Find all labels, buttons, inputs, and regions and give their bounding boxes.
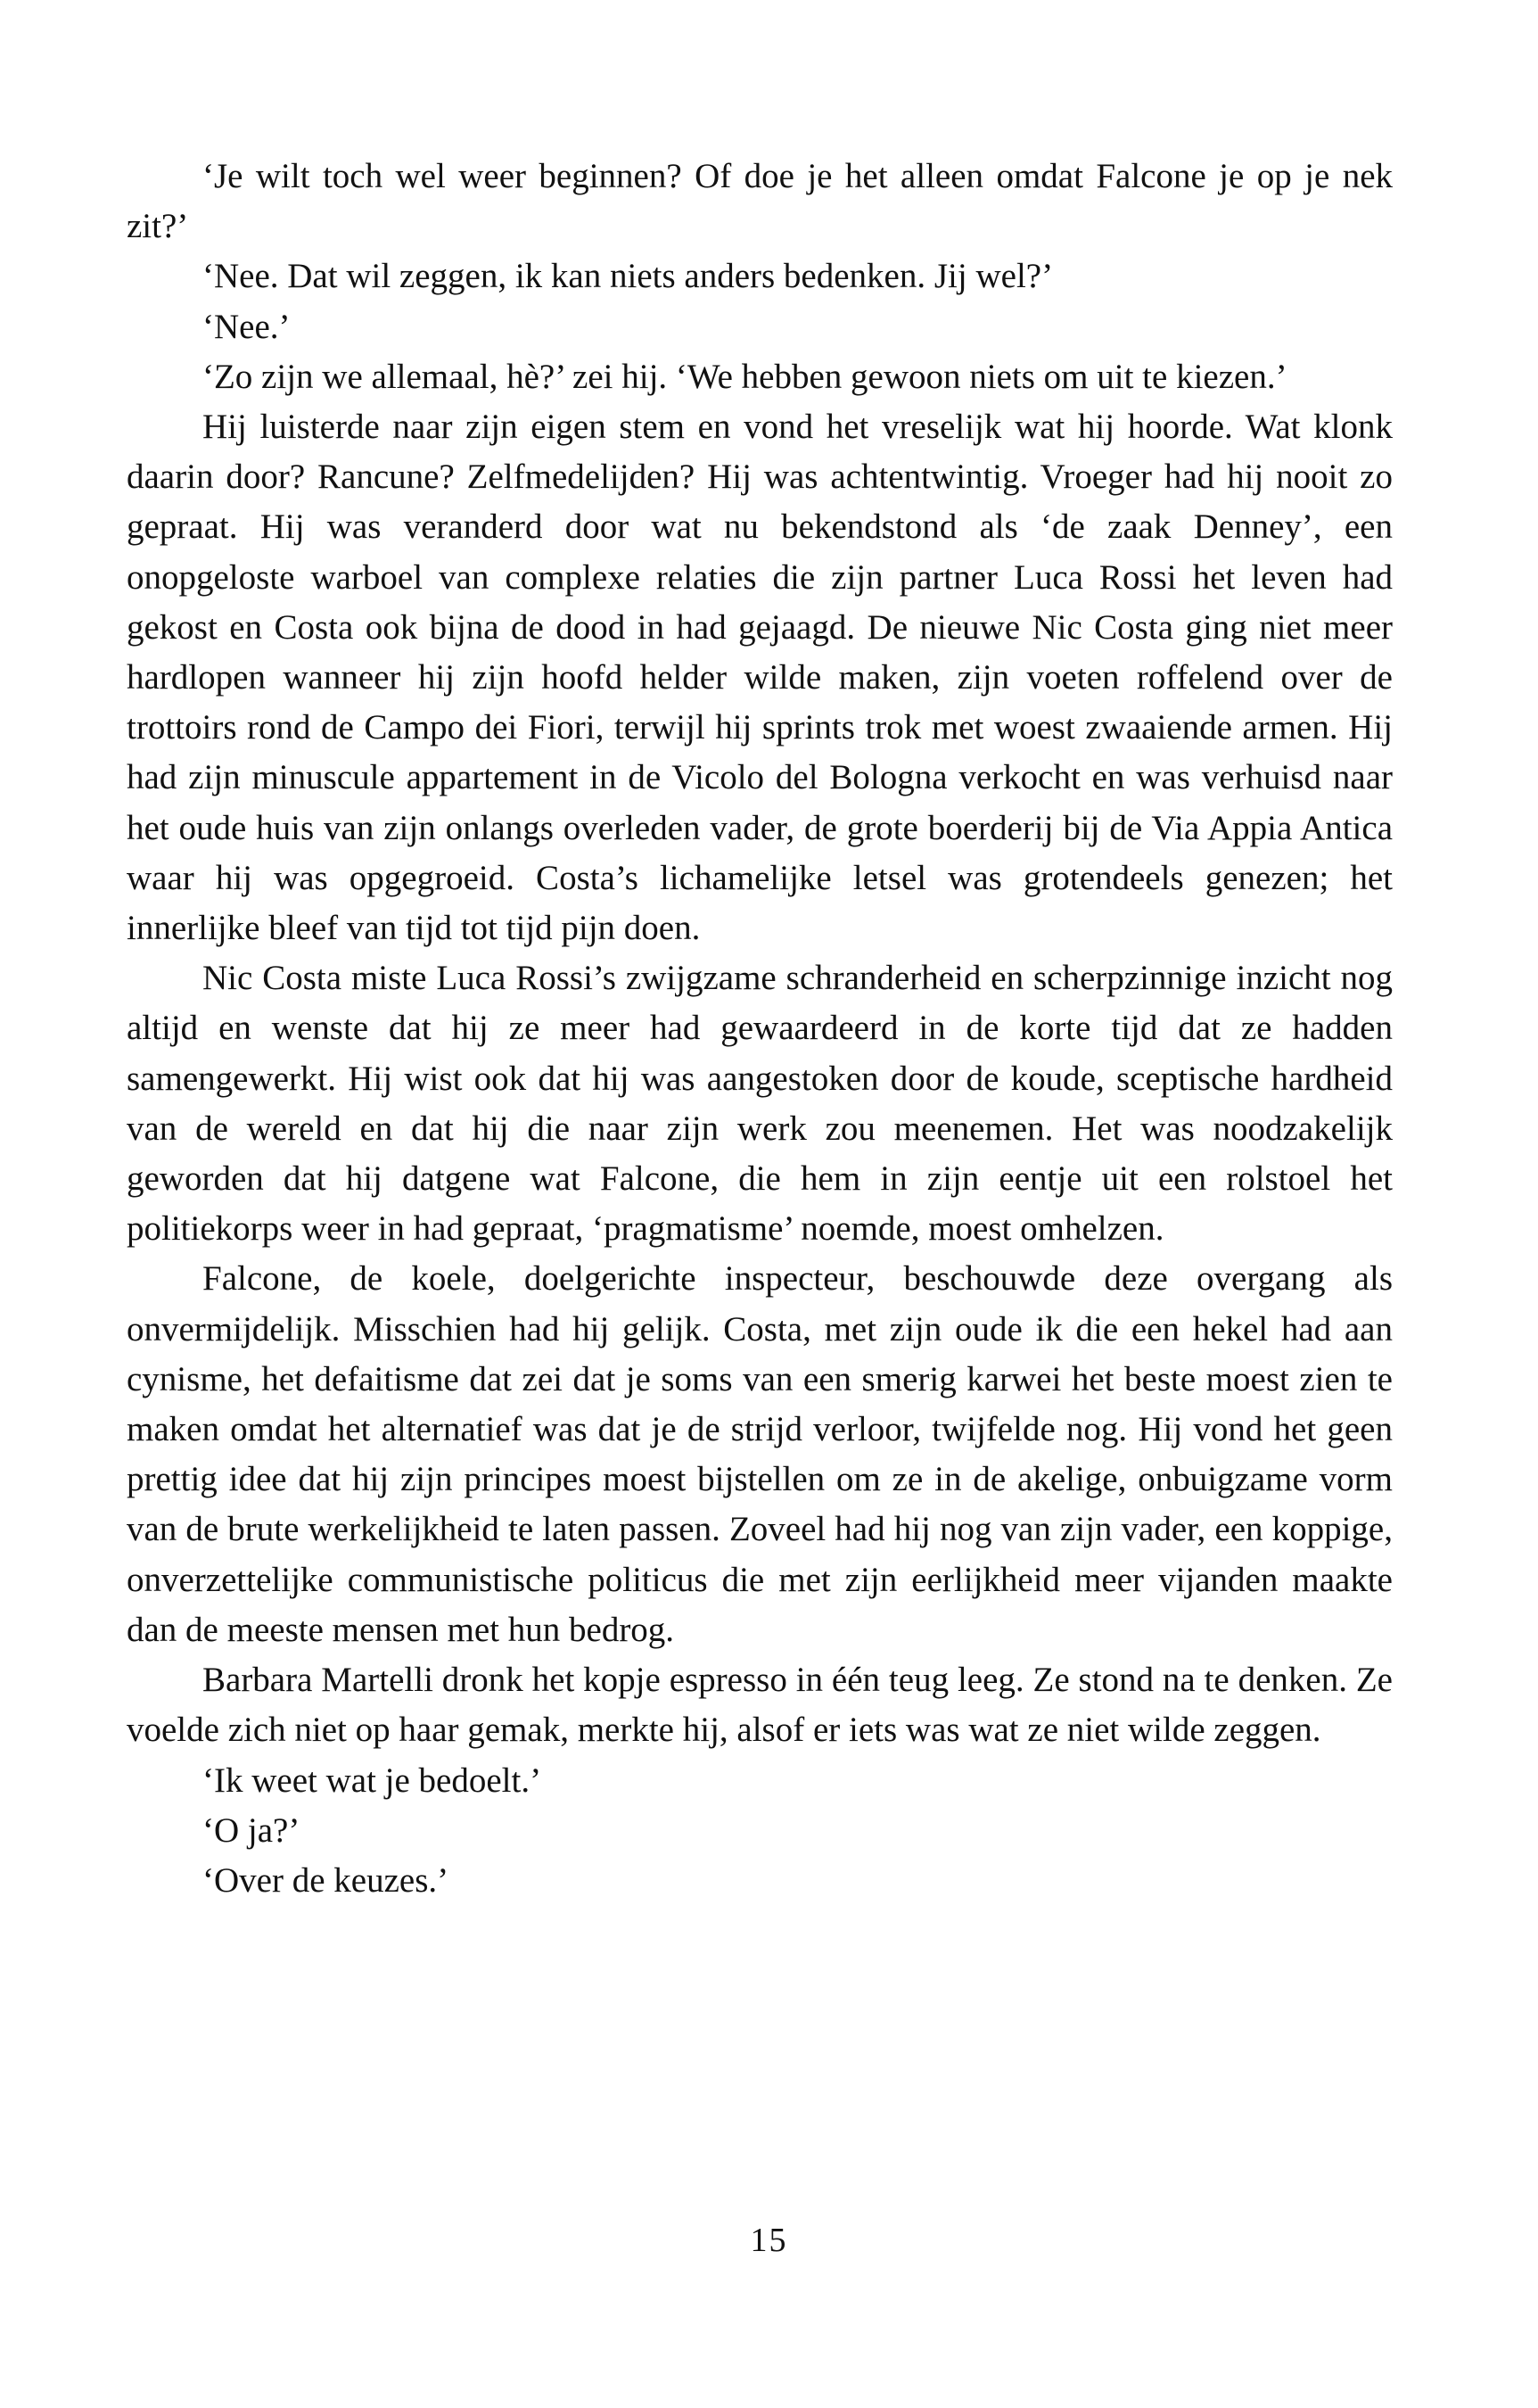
paragraph: ‘Over de keuzes.’ — [202, 1860, 449, 1900]
paragraph: ‘Ik weet wat je bedoelt.’ — [202, 1761, 542, 1800]
body-text — [127, 152, 1393, 1906]
paragraph: ‘Nee. Dat wil zeggen, ik kan niets anders bedenken. Jij wel?’ — [202, 257, 1054, 296]
paragraph: Nic Costa miste Luca Rossi’s zwijgzame schranderheid en scherpzinnige inzicht nog altijd en wenste dat hij ze meer had gewaardeerd in de korte tijd dat ze hadden samengewerkt. Hij wist ook dat hij was aangestoken door de koude, sceptische hardheid van de wereld en dat hij die naar zijn werk zou meenemen. Het was noodzakelijk geworden dat hij datgene wat Falcone, die hem in zijn eentje uit een rolstoel het politiekorps weer in had gepraat, ‘pragmatisme’ noemde, moest omhelzen. — [127, 959, 1393, 1249]
paragraph: ‘Zo zijn we allemaal, hè?’ zei hij. ‘We hebben gewoon niets om uit te kiezen.’ — [202, 357, 1287, 396]
paragraph: ‘Nee.’ — [202, 307, 291, 346]
paragraph: Barbara Martelli dronk het kopje espresso in één teug leeg. Ze stond na te denken. Ze voelde zich niet op haar gemak, merkte hij, alsof er iets was wat ze niet wilde zeggen. — [127, 1661, 1393, 1750]
paragraph: Hij luisterde naar zijn eigen stem en vond het vreselijk wat hij hoorde. Wat klonk daarin door? Rancune? Zelfmedelijden? Hij was achtentwintig. Vroeger had hij nooit zo gepraat. Hij was veranderd door wat nu bekendstond als ‘de zaak Denney’, een onopgeloste warboel van complexe relaties die zijn partner Luca Rossi het leven had gekost en Costa ook bijna de dood in had gejaagd. De nieuwe Nic Costa ging niet meer hardlopen wanneer hij zijn hoofd helder wilde maken, zijn voeten roffelend over de trottoirs rond de Campo dei Fiori, terwijl hij sprints trok met woest zwaaiende armen. Hij had zijn minuscule appartement in de Vicolo del Bologna verkocht en was verhuisd naar het oude huis van zijn onlangs overleden vader, de grote boerderij bij de Via Appia Antica waar hij was opgegroeid. Costa’s lichamelijke letsel was grotendeels genezen; het innerlijke bleef van tijd tot tijd pijn doen. — [127, 408, 1393, 948]
paragraph: Falcone, de koele, doelgerichte inspecteur, beschouwde deze overgang als onvermijdelijk. Misschien had hij gelijk. Costa, met zijn oude ik die een hekel had aan cynisme, het defaitisme dat zei dat je soms van een smerig karwei het beste moest zien te maken omdat het alternatief was dat je de strijd verloor, twijfelde nog. Hij vond het geen prettig idee dat hij zijn principes moest bijstellen om ze in de akelige, onbuigzame vorm van de brute werkelijkheid te laten passen. Zoveel had hij nog van zijn vader, een koppige, onverzettelijke communistische politicus die met zijn eerlijkheid meer vijanden maakte dan de meeste mensen met hun bedrog. — [127, 1259, 1393, 1649]
paragraph: ‘O ja?’ — [202, 1810, 300, 1850]
page-number: 15 — [750, 2222, 788, 2259]
paragraph: ‘Je wilt toch wel weer beginnen? Of doe je het alleen omdat Falcone je op je nek zit?’ — [127, 157, 1393, 246]
